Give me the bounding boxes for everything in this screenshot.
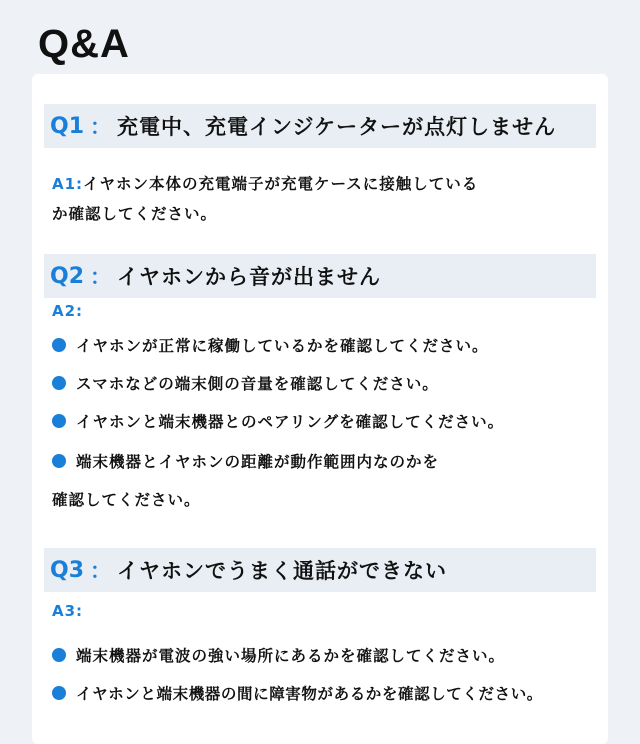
answer-3-bullet-2 (52, 682, 543, 704)
question-number: Q3 (50, 557, 85, 583)
page-title: Q&A (38, 22, 130, 66)
bullet-text: 端末機器が電波の強い場所にあるかを確認してください。 (76, 647, 506, 665)
answer-3-label: A3: (52, 602, 84, 620)
bullet-text: スマホなどの端末側の音量を確認してください。 (76, 375, 439, 393)
question-number: Q2 (50, 263, 85, 289)
bullet-dot-icon (52, 338, 66, 352)
question-1 (44, 104, 596, 148)
question-2 (44, 254, 596, 298)
question-3 (44, 548, 596, 592)
question-separator: ： (90, 115, 112, 139)
bullet-dot-icon (52, 376, 66, 390)
answer-2-bullet-1 (52, 334, 489, 356)
question-text: 充電中、充電インジケーターが点灯しません (117, 115, 557, 139)
bullet-text: 端末機器とイヤホンの距離が動作範囲内なのかを (76, 453, 440, 471)
answer-1-line-1 (52, 172, 478, 194)
question-text: イヤホンでうまく通話ができない (117, 559, 448, 583)
bullet-dot-icon (52, 648, 66, 662)
answer-text: イヤホン本体の充電端子が充電ケースに接触している (83, 175, 479, 193)
answer-3-bullet-1 (52, 644, 505, 666)
answer-label: A1: (52, 175, 84, 193)
bullet-text: イヤホンと端末機器の間に障害物があるかを確認してください。 (76, 685, 543, 703)
question-separator: ： (90, 559, 112, 583)
answer-2-bullet-2 (52, 372, 439, 394)
answer-2-bullet-3 (52, 410, 504, 432)
bullet-dot-icon (52, 454, 66, 468)
answer-2-continuation: 確認してください。 (52, 491, 201, 509)
answer-1-line-2: か確認してください。 (52, 205, 218, 223)
question-separator: ： (90, 265, 112, 289)
bullet-dot-icon (52, 686, 66, 700)
bullet-text: イヤホンが正常に稼働しているかを確認してください。 (76, 337, 489, 355)
answer-2-bullet-4 (52, 450, 439, 472)
question-number: Q1 (50, 113, 85, 139)
question-text: イヤホンから音が出ません (117, 265, 382, 289)
bullet-text: イヤホンと端末機器とのペアリングを確認してください。 (76, 413, 505, 431)
answer-2-label: A2: (52, 302, 84, 320)
bullet-dot-icon (52, 414, 66, 428)
